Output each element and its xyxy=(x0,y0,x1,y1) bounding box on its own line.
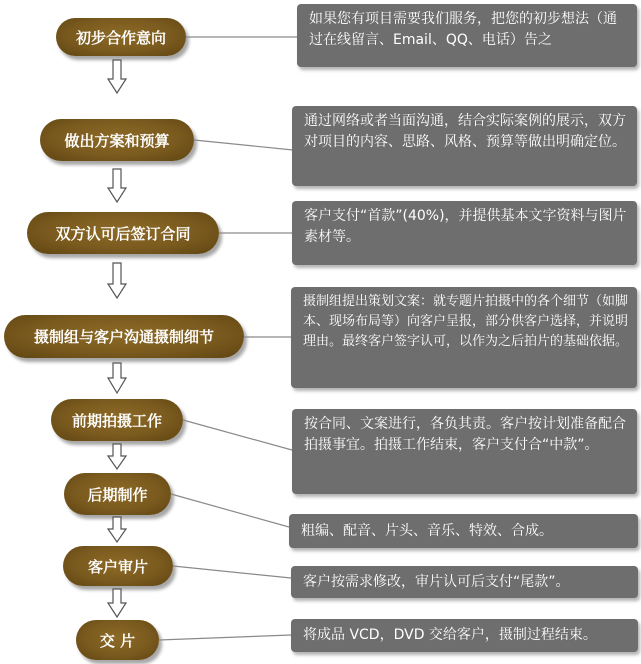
step-5-pre-shooting xyxy=(51,399,183,441)
note-text: 如果您有项目需要我们服务，把您的初步想法（通过在线留言、Email、QQ、电话）告之 xyxy=(309,11,617,48)
step-6-post-production xyxy=(64,473,171,515)
connector-7 xyxy=(173,566,291,578)
step-2-plan-and-budget xyxy=(40,119,194,161)
note-text: 将成品 VCD，DVD 交给客户，摄制过程结束。 xyxy=(303,627,597,643)
note-2 xyxy=(292,106,637,186)
note-text: 按合同、文案进行，各负其责。客户按计划准备配合拍摄事宜。拍摄工作结束，客户支付合“中款”。 xyxy=(304,416,626,453)
step-1-initial-intent xyxy=(56,18,186,56)
note-4 xyxy=(291,287,637,388)
note-5 xyxy=(292,409,637,494)
note-6 xyxy=(289,514,638,548)
step-label: 后期制作 xyxy=(87,485,148,504)
connector-2 xyxy=(194,140,293,150)
flow-arrow-icon xyxy=(108,589,126,617)
step-7-client-review xyxy=(63,546,173,586)
connector-6 xyxy=(171,494,289,527)
note-text: 客户支付“首款”(40%)，并提供基本文字资料与图片素材等。 xyxy=(304,208,627,245)
note-text: 通过网络或者当面沟通，结合实际案例的展示，双方对项目的内容、思路、风格、预算等做出明确定位。 xyxy=(304,113,626,150)
note-text: 粗编、配音、片头、音乐、特效、合成。 xyxy=(301,523,553,539)
step-3-sign-contract xyxy=(27,212,219,254)
note-text: 摄制组提出策划文案：就专题片拍摄中的各个细节（如脚本、现场布局等）向客户呈报，部分供客户选择，并说明理由。最终客户签字认可，以作为之后拍片的基础依据。 xyxy=(303,294,629,349)
flow-arrow-icon xyxy=(108,169,126,202)
step-label: 双方认可后签订合同 xyxy=(55,224,191,243)
note-7 xyxy=(291,566,638,598)
step-label: 初步合作意向 xyxy=(75,28,166,47)
step-4-discuss-filming-details xyxy=(4,315,244,358)
flow-arrow-icon xyxy=(108,517,126,542)
connector-5 xyxy=(183,420,292,450)
connector-8 xyxy=(159,635,291,640)
step-8-delivery xyxy=(76,620,159,660)
step-label: 交 片 xyxy=(99,631,136,650)
flow-arrow-icon xyxy=(108,444,126,469)
note-text: 客户按需求修改，审片认可后支付“尾款”。 xyxy=(303,574,570,590)
step-label: 前期拍摄工作 xyxy=(71,411,162,430)
flow-arrow-icon xyxy=(108,60,126,93)
step-label: 摄制组与客户沟通摄制细节 xyxy=(33,328,214,346)
flow-arrow-icon xyxy=(108,263,126,298)
note-3 xyxy=(292,201,637,265)
step-label: 做出方案和预算 xyxy=(64,131,170,150)
note-8 xyxy=(291,619,638,652)
flow-arrow-icon xyxy=(108,363,126,393)
note-1 xyxy=(297,4,637,67)
step-label: 客户审片 xyxy=(87,557,148,576)
